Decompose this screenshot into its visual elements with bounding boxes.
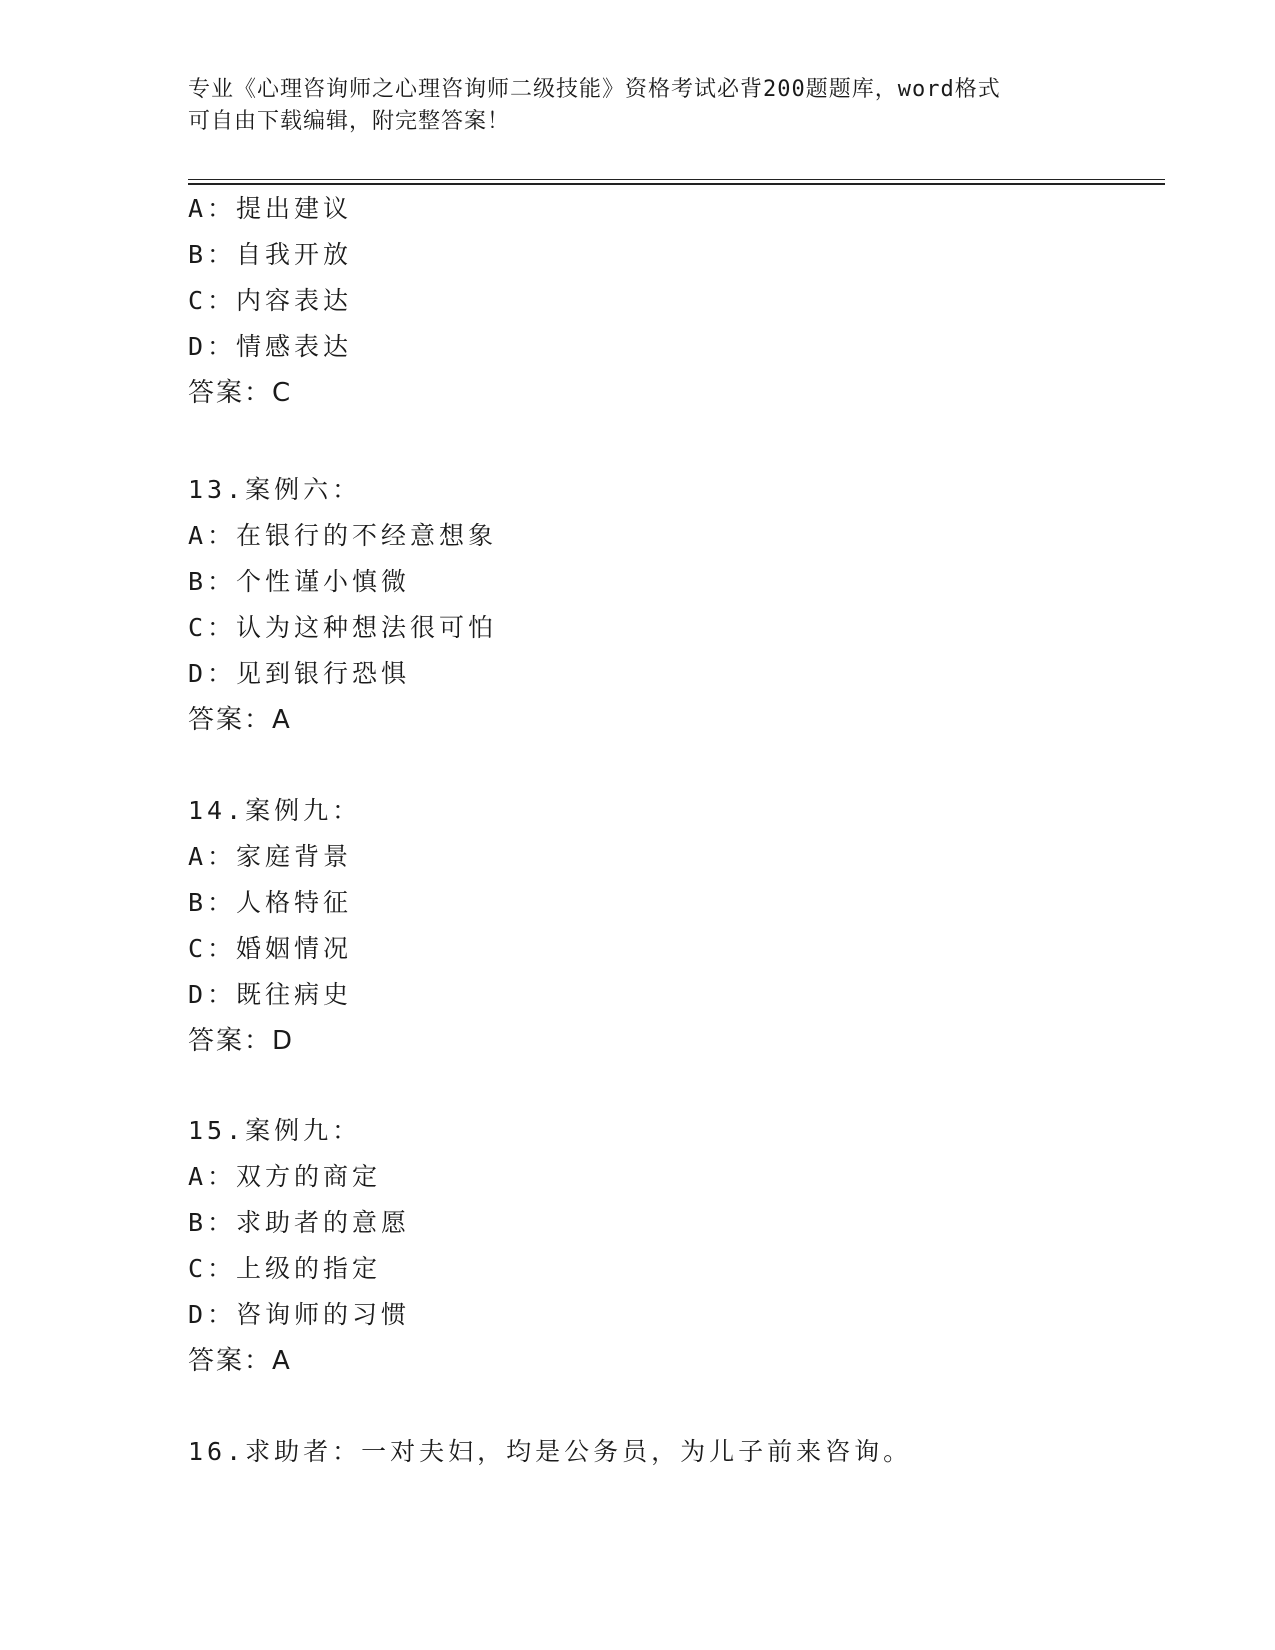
option-c: C：婚姻情况 [188, 934, 353, 963]
option-d: D：既往病史 [188, 980, 353, 1009]
question-text: 13.案例六： [188, 475, 362, 504]
answer: 答案：D [188, 1026, 295, 1056]
document-header [188, 74, 1088, 138]
question-15 [188, 1108, 410, 1384]
option-b: B：人格特征 [188, 888, 353, 917]
option-d: D：见到银行恐惧 [188, 659, 411, 688]
option-c: C：上级的指定 [188, 1254, 382, 1283]
header-rule-bottom [188, 183, 1165, 185]
option-c: C：内容表达 [188, 286, 353, 315]
option-a: A：提出建议 [188, 194, 353, 223]
option-c: C：认为这种想法很可怕 [188, 613, 498, 642]
option-a: A：家庭背景 [188, 842, 353, 871]
answer: 答案：C [188, 378, 293, 408]
answer: 答案：A [188, 705, 292, 735]
answer: 答案：A [188, 1346, 292, 1376]
option-b: B：求助者的意愿 [188, 1208, 411, 1237]
option-b: B：自我开放 [188, 240, 353, 269]
question-text: 15.案例九： [188, 1116, 362, 1145]
option-d: D：咨询师的习惯 [188, 1300, 411, 1329]
question-text: 16.求助者：一对夫妇，均是公务员，为儿子前来咨询。 [188, 1437, 913, 1466]
question-12 [188, 186, 352, 416]
header-rule-top [188, 179, 1165, 180]
option-a: A：双方的商定 [188, 1162, 382, 1191]
header-line-2: 可自由下载编辑，附完整答案！ [188, 109, 511, 134]
option-d: D：情感表达 [188, 332, 353, 361]
header-line-1: 专业《心理咨询师之心理咨询师二级技能》资格考试必背200题题库，word格式 [188, 77, 1001, 102]
question-16 [188, 1429, 912, 1475]
question-13 [188, 467, 497, 743]
question-14 [188, 788, 361, 1064]
question-text: 14.案例九： [188, 796, 362, 825]
option-b: B：个性谨小慎微 [188, 567, 411, 596]
option-a: A：在银行的不经意想象 [188, 521, 498, 550]
